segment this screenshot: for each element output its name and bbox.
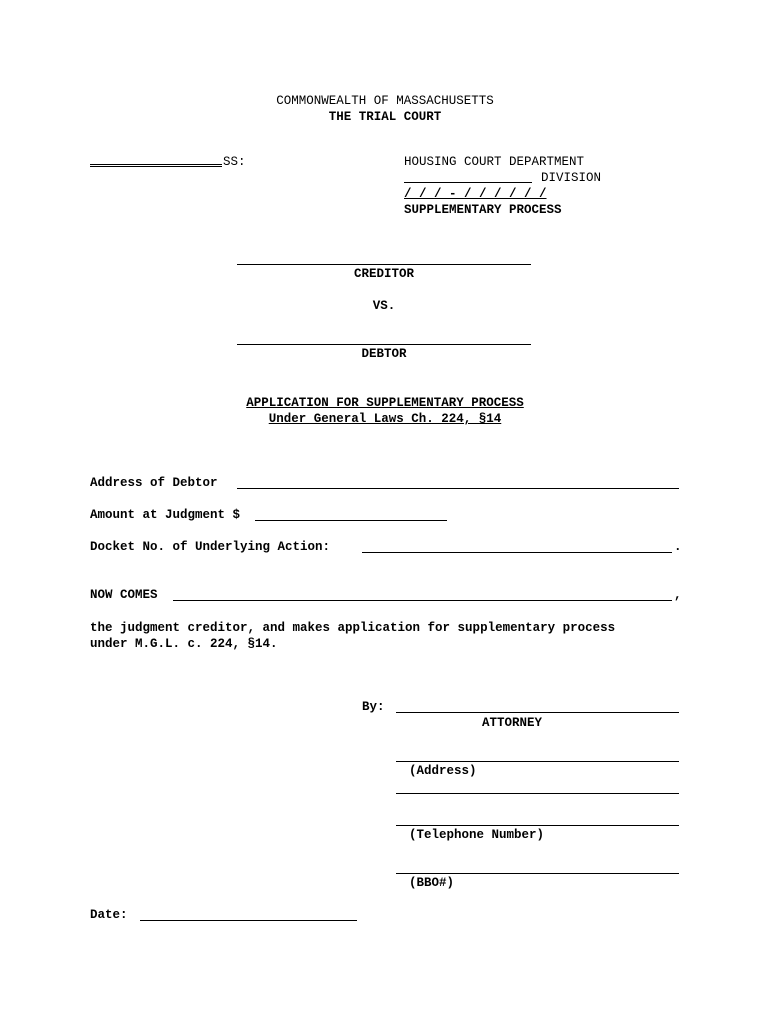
telephone-field[interactable] [396, 825, 679, 826]
date-label: Date: [90, 908, 128, 922]
versus-label: VS. [372, 299, 396, 313]
address-line-2-field[interactable] [396, 793, 679, 794]
document-title: APPLICATION FOR SUPPLEMENTARY PROCESS [246, 396, 524, 410]
bbo-label: (BBO#) [409, 876, 455, 890]
docket-no-label: Docket No. of Underlying Action: [90, 540, 331, 554]
debtor-label: DEBTOR [361, 347, 407, 361]
attorney-label: ATTORNEY [482, 716, 543, 730]
commonwealth-heading: COMMONWEALTH OF MASSACHUSETTS [276, 94, 494, 108]
docket-no-period: . [674, 540, 682, 554]
department-label: HOUSING COURT DEPARTMENT [404, 155, 585, 169]
amount-at-judgment-field[interactable] [255, 520, 447, 521]
process-type: SUPPLEMENTARY PROCESS [404, 203, 562, 217]
now-comes-comma: , [674, 588, 682, 602]
docket-number-slashes[interactable]: / / / - / / / / / / [404, 187, 547, 201]
date-field[interactable] [140, 920, 357, 921]
ss-label: SS: [223, 155, 246, 169]
division-blank[interactable] [404, 182, 532, 183]
address-label: (Address) [409, 764, 477, 778]
address-of-debtor-field[interactable] [237, 488, 679, 489]
body-text-line-2: under M.G.L. c. 224, §14. [90, 637, 278, 651]
address-of-debtor-label: Address of Debtor [90, 476, 218, 490]
creditor-label: CREDITOR [353, 267, 414, 281]
debtor-blank[interactable] [237, 344, 531, 345]
creditor-blank[interactable] [237, 264, 531, 265]
body-text-line-1: the judgment creditor, and makes application for supplementary process [90, 621, 616, 635]
court-heading: THE TRIAL COURT [328, 110, 442, 124]
bbo-field[interactable] [396, 873, 679, 874]
document-subtitle: Under General Laws Ch. 224, §14 [268, 412, 502, 426]
amount-at-judgment-label: Amount at Judgment $ [90, 508, 241, 522]
address-line-1-field[interactable] [396, 761, 679, 762]
division-label: DIVISION [541, 171, 602, 185]
attorney-signature-field[interactable] [396, 712, 679, 713]
now-comes-label: NOW COMES [90, 588, 158, 602]
by-label: By: [362, 700, 385, 714]
telephone-label: (Telephone Number) [409, 828, 545, 842]
county-blank[interactable] [90, 164, 222, 167]
docket-no-field[interactable] [362, 552, 672, 553]
now-comes-field[interactable] [173, 600, 672, 601]
